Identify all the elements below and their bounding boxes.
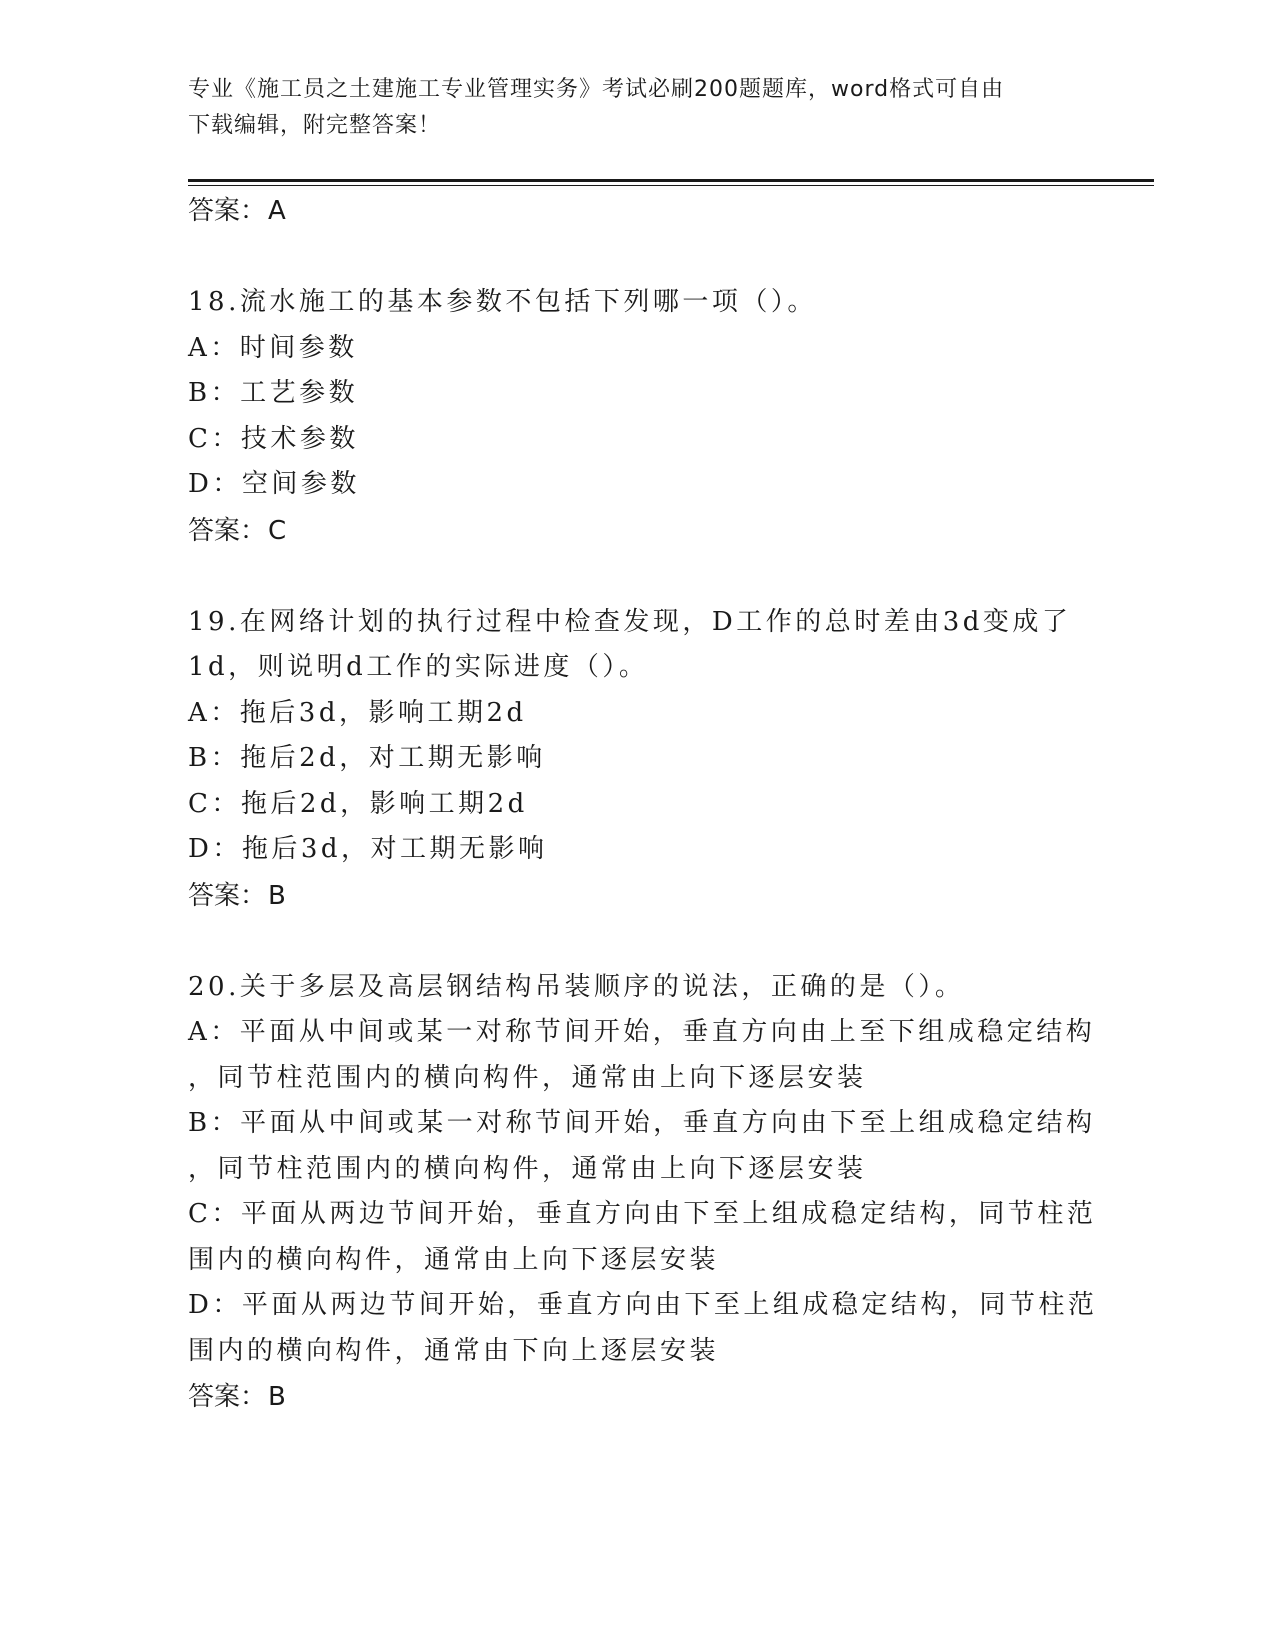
header-divider-thin <box>188 185 1154 186</box>
header-divider-thick <box>188 179 1154 182</box>
answer-label: 答案： <box>188 196 267 226</box>
spacer <box>188 919 1088 965</box>
answer-label: 答案： <box>188 880 267 911</box>
option-b: B：工艺参数 <box>188 378 359 408</box>
answer-value: A <box>268 196 286 226</box>
answer-value: C <box>268 515 287 546</box>
question-19 <box>188 600 1088 919</box>
header-title-line-1: 专业《施工员之土建施工专业管理实务》考试必刷200题题库，word格式可自由 <box>188 77 1005 102</box>
option-b-continued: ，同节柱范围内的横向构件，通常由上向下逐层安装 <box>188 1153 867 1184</box>
option-d: D：平面从两边节间开始，垂直方向由下至上组成稳定结构，同节柱范 <box>188 1290 1098 1320</box>
answer-line <box>188 873 1088 919</box>
option-a-continued: ，同节柱范围内的横向构件，通常由上向下逐层安装 <box>188 1062 867 1093</box>
answer-line <box>188 508 1088 554</box>
question-18 <box>188 280 1088 554</box>
header-title-line-2: 下载编辑，附完整答案！ <box>188 113 442 138</box>
question-stem-continued: 1d，则说明d工作的实际进度（）。 <box>188 652 649 682</box>
option-c: C：技术参数 <box>188 423 359 454</box>
option-a: A：平面从中间或某一对称节间开始，垂直方向由上至下组成稳定结构 <box>188 1017 1096 1047</box>
option-c: C：拖后2d，影响工期2d <box>188 788 528 819</box>
spacer <box>188 554 1088 600</box>
option-a: A：拖后3d，影响工期2d <box>188 697 527 728</box>
option-c-continued: 围内的横向构件，通常由上向下逐层安装 <box>188 1244 720 1275</box>
answer-line <box>188 1374 1088 1420</box>
spacer <box>188 234 1088 280</box>
option-b: B：平面从中间或某一对称节间开始，垂直方向由下至上组成稳定结构 <box>188 1108 1096 1138</box>
previous-answer <box>188 188 1088 234</box>
question-20 <box>188 965 1098 1421</box>
document-header <box>188 72 1068 144</box>
option-d: D：拖后3d，对工期无影响 <box>188 834 548 864</box>
question-stem: 18.流水施工的基本参数不包括下列哪一项（）。 <box>188 287 817 317</box>
question-list <box>188 188 1098 1420</box>
option-b: B：拖后2d，对工期无影响 <box>188 743 546 773</box>
question-stem: 20.关于多层及高层钢结构吊装顺序的说法，正确的是（）。 <box>188 971 965 1002</box>
answer-value: B <box>268 880 286 911</box>
answer-value: B <box>268 1382 286 1412</box>
question-stem: 19.在网络计划的执行过程中检查发现，D工作的总时差由3d变成了 <box>188 606 1072 637</box>
answer-label: 答案： <box>188 1382 267 1412</box>
option-c: C：平面从两边节间开始，垂直方向由下至上组成稳定结构，同节柱范 <box>188 1199 1097 1229</box>
option-d-continued: 围内的横向构件，通常由下向上逐层安装 <box>188 1335 720 1366</box>
option-d: D：空间参数 <box>188 469 360 499</box>
answer-label: 答案： <box>188 515 267 546</box>
option-a: A：时间参数 <box>188 332 358 363</box>
